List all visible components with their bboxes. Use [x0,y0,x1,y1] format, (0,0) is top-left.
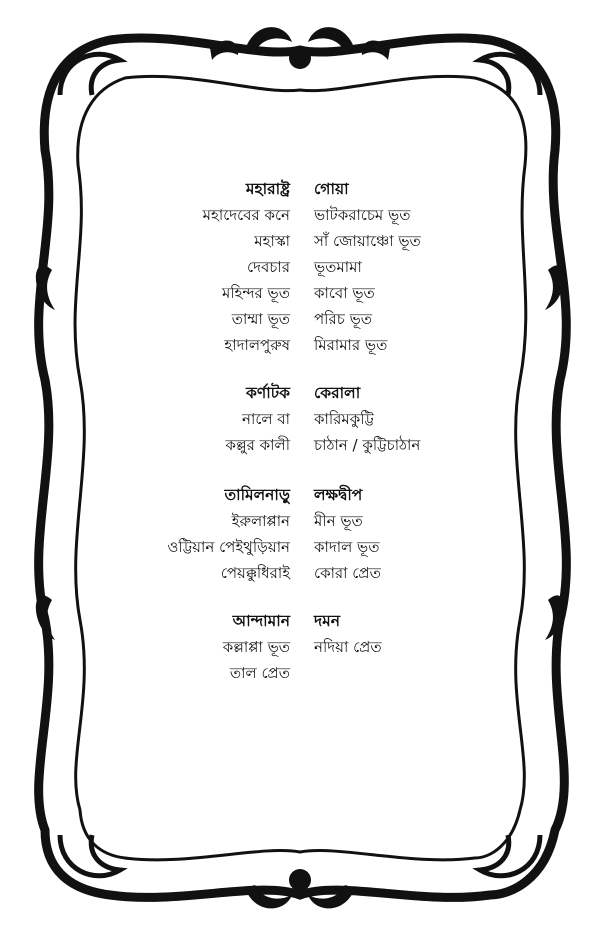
left-heading: আন্দামান [232,612,290,630]
section-heading-row [0,178,600,204]
right-heading: কেরালা [314,384,361,402]
right-heading: দমন [314,612,341,630]
left-item: তাম্মা ভূত [231,310,290,328]
list-row [0,256,600,282]
list-row [0,408,600,434]
right-heading: গোয়া [314,180,349,198]
right-item: কাদাল ভূত [314,538,380,556]
right-item: কোরা প্রেত [314,564,381,582]
right-item: কারিমকুট্টি [314,410,374,428]
left-item: দেবচার [246,258,290,276]
right-item: ভূতমামা [314,258,362,276]
left-item: নালে বা [242,410,290,428]
list-row [0,434,600,460]
left-item: মহিন্দর ভূত [222,284,290,302]
left-item: ইরুলাপ্পান [231,512,290,530]
left-item: মহাদেবের কনে [202,206,290,224]
list-row [0,282,600,308]
list-row [0,662,600,688]
list-row [0,636,600,662]
right-item: মীন ভূত [314,512,363,530]
right-heading: লক্ষদ্বীপ [314,486,363,504]
left-heading: কর্ণাটক [245,384,290,402]
list-row [0,230,600,256]
left-item: পেয়ক্কুধিরাই [220,564,290,582]
left-heading: মহারাষ্ট্র [245,180,290,198]
right-item: চাঠান / কুট্টিচাঠান [314,436,421,454]
list-row [0,536,600,562]
list-row [0,510,600,536]
list-row [0,308,600,334]
left-item: তাল প্রেত [229,664,290,682]
left-item: কল্লাপ্পা ভূত [222,638,290,656]
left-item: মহাস্কা [254,232,290,250]
section-heading-row [0,382,600,408]
section-heading-row [0,484,600,510]
left-item: ওট্টিয়ান পেইথুড়িয়ান [167,538,290,556]
section-heading-row [0,610,600,636]
list-row [0,334,600,360]
left-item: কল্লুর কালী [225,436,290,454]
left-item: হাদালপুরুষ [224,336,290,354]
left-heading: তামিলনাড়ু [224,486,290,504]
right-item: কাবো ভূত [314,284,375,302]
right-item: নদিয়া প্রেত [314,638,382,656]
list-row [0,204,600,230]
right-item: সাঁ জোয়াঞ্চো ভূত [314,232,421,250]
right-item: পরিচ ভূত [314,310,373,328]
right-item: ভাটকরাচেম ভূত [314,206,411,224]
list-row [0,562,600,588]
right-item: মিরামার ভূত [314,336,388,354]
